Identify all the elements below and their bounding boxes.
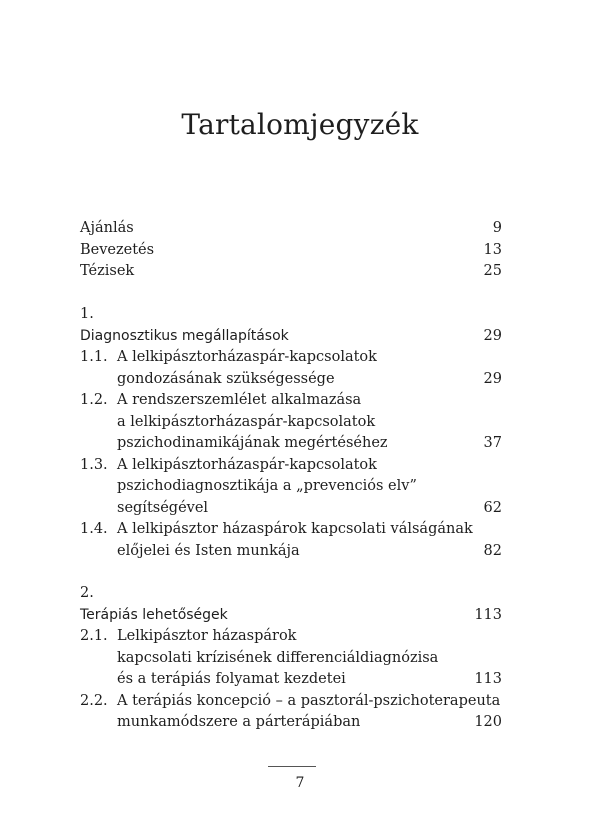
toc-chapter-1-heading[interactable] (80, 326, 502, 348)
toc-entry-page: 29 (483, 327, 502, 344)
section-title-line: A lelkipásztorházaspár-kapcsolatok (117, 456, 377, 473)
toc-entry-page: 62 (483, 499, 502, 516)
toc-section-2-1[interactable] (80, 626, 502, 691)
toc-entry-tezisek[interactable] (80, 261, 502, 283)
section-title-line: előjelei és Isten munkája (117, 542, 300, 559)
toc-chapter-2 (80, 583, 502, 734)
toc-entry-page: 113 (474, 671, 502, 687)
section-title-line: gondozásának szükségessége (117, 370, 335, 387)
toc-section-2-2[interactable] (80, 691, 502, 734)
page-title: Tartalomjegyzék (181, 107, 419, 141)
section-title-line: munkamódszere a párterápiában (117, 714, 361, 730)
section-number: 1.2. (80, 392, 108, 408)
toc-entry-page: 13 (483, 241, 502, 258)
section-title-line: és a terápiás folyamat kezdetei (117, 671, 346, 687)
toc-entry-page: 25 (483, 263, 502, 279)
section-title-line: kapcsolati krízisének differenciáldiagnózisa (117, 649, 439, 666)
section-number: 1.3. (80, 456, 108, 473)
toc-entry-ajanlas[interactable] (80, 218, 502, 240)
toc-chapter-1 (80, 304, 502, 562)
section-number: 1.1. (80, 349, 108, 365)
chapter-number: 1. (80, 306, 94, 322)
toc-entry-label: Ajánlás (80, 220, 134, 236)
section-title-line: A lelkipásztor házaspárok kapcsolati válságának (117, 521, 473, 537)
chapter-title: Terápiás lehetőségek (80, 606, 228, 623)
toc-entry-page: 29 (483, 370, 502, 387)
toc-entry-page: 9 (492, 220, 502, 236)
section-title-line: segítségével (117, 499, 209, 516)
section-title-line: a lelkipásztorházaspár-kapcsolatok (117, 413, 376, 430)
footer-divider (268, 766, 316, 767)
toc-section-1-2[interactable] (80, 390, 502, 455)
section-number: 1.4. (80, 521, 108, 537)
chapter-number: 2. (80, 585, 94, 601)
toc-entry-page: 37 (483, 435, 502, 451)
section-title-line: pszichodiagnosztikája a „prevenciós elv” (117, 478, 417, 494)
toc-entry-page: 113 (474, 606, 502, 623)
toc-entry-page: 82 (483, 542, 502, 559)
page-number: 7 (295, 775, 305, 791)
toc-entry-label: Tézisek (80, 263, 135, 279)
section-title-line: A lelkipásztorházaspár-kapcsolatok (117, 349, 377, 365)
toc-entry-page: 120 (474, 714, 502, 730)
section-title-line: pszichodinamikájának megértéséhez (117, 435, 388, 451)
toc-section-1-3[interactable] (80, 455, 502, 520)
section-title-line: A terápiás koncepció – a pasztorál-pszichoterapeuta (117, 692, 501, 709)
toc-front-matter (80, 218, 502, 283)
toc-chapter-2-heading[interactable] (80, 605, 502, 627)
section-number: 2.1. (80, 628, 108, 644)
section-number: 2.2. (80, 692, 108, 709)
chapter-title: Diagnosztikus megállapítások (80, 327, 289, 344)
toc-section-1-4[interactable] (80, 519, 502, 562)
section-title-line: A rendszerszemlélet alkalmazása (117, 392, 362, 408)
section-title-line: Lelkipásztor házaspárok (117, 628, 297, 644)
toc-entry-label: Bevezetés (80, 241, 155, 258)
toc-section-1-1[interactable] (80, 347, 502, 390)
toc-entry-bevezetes[interactable] (80, 240, 502, 262)
